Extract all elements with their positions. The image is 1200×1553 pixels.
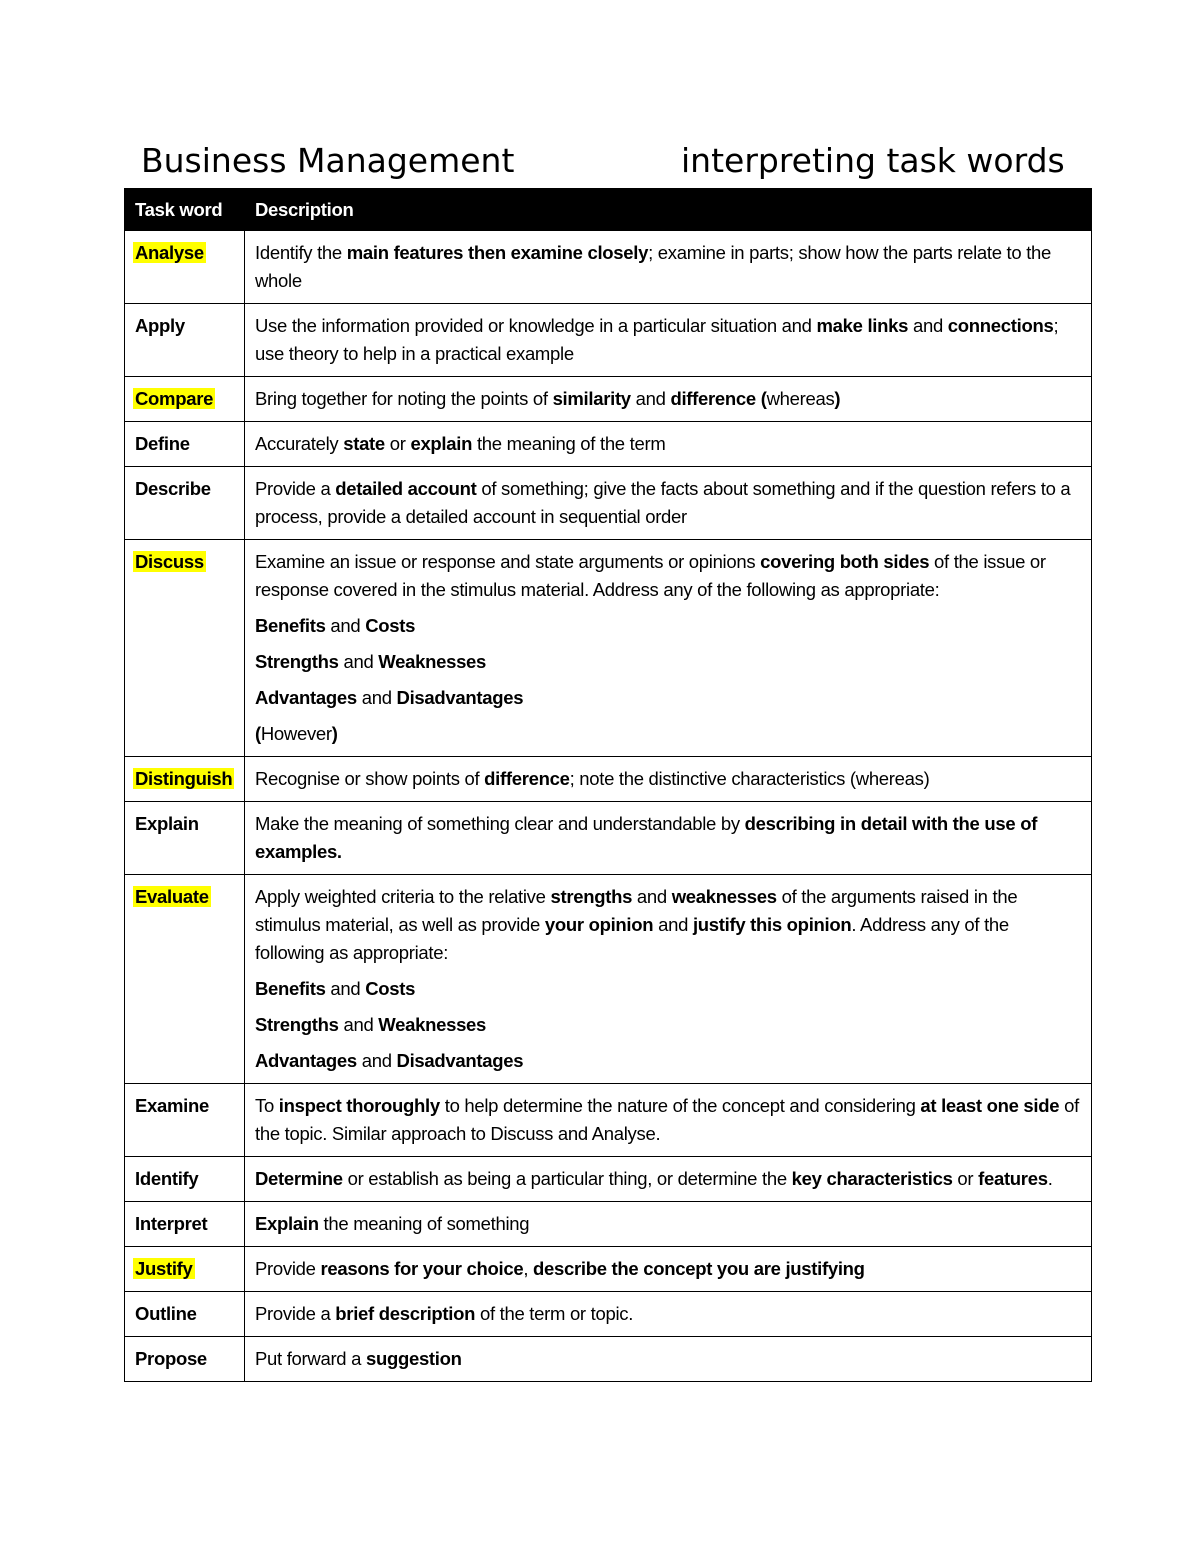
description-run: or [952, 1168, 979, 1189]
description-bold-run: Strengths [255, 1014, 339, 1035]
description-bold-run: state [343, 433, 385, 454]
task-word-cell [125, 1202, 245, 1247]
description-run: Use the information provided or knowledge in a particular situation and [255, 315, 817, 336]
description-bold-run: Benefits [255, 615, 326, 636]
description-cell [245, 1292, 1092, 1337]
description-run: Recognise or show points of [255, 768, 485, 789]
description-bold-run: explain [410, 433, 473, 454]
description-run: . Address any of the following as appropriate: [255, 914, 1009, 963]
description-bold-run: describe the concept you are justifying [533, 1258, 865, 1279]
description-run: and [632, 886, 672, 907]
description-bold-run: Disadvantages [396, 1050, 524, 1071]
task-word-cell [125, 1247, 245, 1292]
description-cell [245, 875, 1092, 1084]
description-cell [245, 540, 1092, 757]
table-row [125, 1337, 1092, 1382]
description-text [255, 1300, 1081, 1328]
description-sub-item [255, 720, 1081, 748]
description-bold-run: Strengths [255, 651, 339, 672]
description-bold-run: brief description [335, 1303, 476, 1324]
description-text [255, 1345, 1081, 1373]
task-word: Interpret [135, 1213, 208, 1234]
description-run: and [653, 914, 693, 935]
description-run: the meaning of something [318, 1213, 530, 1234]
description-bold-run: key characteristics [791, 1168, 953, 1189]
task-word: Examine [135, 1095, 209, 1116]
table-row [125, 1157, 1092, 1202]
table-row [125, 1247, 1092, 1292]
description-sub-item [255, 648, 1081, 676]
task-word: Define [135, 433, 190, 454]
table-row [125, 231, 1092, 304]
table-row [125, 875, 1092, 1084]
task-word: Distinguish [135, 768, 233, 789]
page-title: Business Management [141, 141, 515, 180]
task-word-cell [125, 1157, 245, 1202]
description-run: the meaning of the term [472, 433, 666, 454]
description-text [255, 239, 1081, 295]
column-header-task-word: Task word [125, 189, 245, 231]
description-text [255, 1210, 1081, 1238]
description-run: and [325, 978, 366, 999]
table-row [125, 1084, 1092, 1157]
description-text [255, 765, 1081, 793]
description-text [255, 1255, 1081, 1283]
description-text [255, 548, 1081, 604]
task-word: Apply [135, 315, 185, 336]
description-bold-run: ) [331, 723, 338, 744]
description-bold-run: difference [484, 768, 570, 789]
description-run: of something; give the facts about something and if the question refers to a process, provide a detailed account in sequential order [255, 478, 1071, 527]
column-header-description: Description [245, 189, 1092, 231]
description-run: Accurately [255, 433, 344, 454]
description-bold-run: suggestion [365, 1348, 462, 1369]
description-text [255, 1092, 1081, 1148]
task-word-cell [125, 231, 245, 304]
description-cell [245, 1247, 1092, 1292]
task-word-cell [125, 467, 245, 540]
description-text [255, 883, 1081, 967]
description-bold-run: at least one side [920, 1095, 1060, 1116]
description-bold-run: ) [834, 388, 841, 409]
description-run: of the issue or response covered in the stimulus material. Address any of the following as appropriate: [255, 551, 1046, 600]
description-bold-run: justify this opinion [692, 914, 852, 935]
task-words-table [124, 188, 1092, 1382]
table-row [125, 467, 1092, 540]
description-bold-run: make links [816, 315, 909, 336]
description-run: . [1047, 1168, 1053, 1189]
description-sub-item [255, 684, 1081, 712]
description-run: ; use theory to help in a practical example [255, 315, 1059, 364]
description-cell [245, 1202, 1092, 1247]
description-bold-run: Costs [365, 978, 416, 999]
description-run: , [523, 1258, 533, 1279]
description-bold-run: main features then examine closely [346, 242, 649, 263]
description-run: and [630, 388, 671, 409]
description-run: of the topic. Similar approach to Discuss and Analyse. [255, 1095, 1079, 1144]
table-row [125, 802, 1092, 875]
description-bold-run: Advantages [255, 1050, 357, 1071]
table-body [125, 231, 1092, 1382]
description-bold-run: describing in detail with the use of examples. [255, 813, 1038, 862]
description-run: ; note the distinctive characteristics (whereas) [569, 768, 930, 789]
description-bold-run: covering both sides [760, 551, 930, 572]
description-bold-run: Determine [255, 1168, 343, 1189]
table-row [125, 540, 1092, 757]
description-bold-run: similarity [552, 388, 631, 409]
task-word-cell [125, 1084, 245, 1157]
task-word-cell [125, 540, 245, 757]
description-bold-run: your opinion [544, 914, 654, 935]
description-run: Put forward a [255, 1348, 366, 1369]
description-run: whereas [766, 388, 835, 409]
task-word-cell [125, 377, 245, 422]
description-run: However [260, 723, 332, 744]
description-bold-run: Costs [365, 615, 416, 636]
description-run: or [384, 433, 411, 454]
description-bold-run: difference ( [670, 388, 767, 409]
description-run: Provide a [255, 1303, 336, 1324]
description-bold-run: strengths [550, 886, 633, 907]
description-bold-run: Advantages [255, 687, 357, 708]
description-run: Provide a [255, 478, 336, 499]
description-run: and [338, 651, 379, 672]
description-cell [245, 422, 1092, 467]
page-title-row [141, 138, 1071, 186]
description-run: Make the meaning of something clear and understandable by [255, 813, 745, 834]
description-run: and [356, 1050, 397, 1071]
table-row [125, 1292, 1092, 1337]
description-run: and [325, 615, 366, 636]
description-bold-run: inspect thoroughly [278, 1095, 440, 1116]
table-row [125, 757, 1092, 802]
description-sub-item [255, 1047, 1081, 1075]
description-cell [245, 377, 1092, 422]
description-run: To [255, 1095, 279, 1116]
task-word: Outline [135, 1303, 197, 1324]
description-bold-run: Explain [255, 1213, 319, 1234]
description-cell [245, 1084, 1092, 1157]
task-word: Justify [135, 1258, 193, 1279]
table-row [125, 304, 1092, 377]
description-text [255, 810, 1081, 866]
task-word: Identify [135, 1168, 199, 1189]
task-word: Discuss [135, 551, 204, 572]
description-run: and [356, 687, 397, 708]
table-header-row [125, 189, 1092, 231]
description-run: of the arguments raised in the stimulus material, as well as provide [255, 886, 1018, 935]
task-word-cell [125, 304, 245, 377]
description-cell [245, 304, 1092, 377]
task-word-cell [125, 875, 245, 1084]
description-bold-run: Weaknesses [378, 1014, 487, 1035]
description-bold-run: weaknesses [671, 886, 777, 907]
description-sub-item [255, 1011, 1081, 1039]
description-cell [245, 1157, 1092, 1202]
task-word: Explain [135, 813, 199, 834]
description-run: Provide [255, 1258, 321, 1279]
task-word-cell [125, 1292, 245, 1337]
description-bold-run: reasons for your choice [320, 1258, 524, 1279]
table-row [125, 422, 1092, 467]
description-text [255, 475, 1081, 531]
description-run: Examine an issue or response and state arguments or opinions [255, 551, 761, 572]
description-run: Apply weighted criteria to the relative [255, 886, 551, 907]
description-bold-run: connections [947, 315, 1054, 336]
description-cell [245, 231, 1092, 304]
task-word: Analyse [135, 242, 204, 263]
table-row [125, 1202, 1092, 1247]
description-text [255, 1165, 1081, 1193]
description-run: to help determine the nature of the concept and considering [439, 1095, 921, 1116]
description-bold-run: Disadvantages [396, 687, 524, 708]
description-text [255, 430, 1081, 458]
task-word-cell [125, 757, 245, 802]
description-run: or establish as being a particular thing, or determine the [342, 1168, 792, 1189]
description-cell [245, 467, 1092, 540]
table-row [125, 377, 1092, 422]
task-word-cell [125, 422, 245, 467]
task-word-cell [125, 802, 245, 875]
description-run: Bring together for noting the points of [255, 388, 553, 409]
description-cell [245, 802, 1092, 875]
description-sub-item [255, 975, 1081, 1003]
task-word: Compare [135, 388, 214, 409]
description-run: and [908, 315, 948, 336]
description-run: Identify the [255, 242, 347, 263]
task-word: Propose [135, 1348, 207, 1369]
description-bold-run: Benefits [255, 978, 326, 999]
task-word-cell [125, 1337, 245, 1382]
task-word: Describe [135, 478, 211, 499]
description-cell [245, 757, 1092, 802]
description-sub-item [255, 612, 1081, 640]
page-subtitle: interpreting task words [681, 141, 1065, 180]
description-bold-run: features [978, 1168, 1048, 1189]
description-bold-run: ( [255, 723, 261, 744]
description-cell [245, 1337, 1092, 1382]
description-run: of the term or topic. [475, 1303, 634, 1324]
description-text [255, 312, 1081, 368]
description-text [255, 385, 1081, 413]
description-run: and [338, 1014, 379, 1035]
description-run: ; examine in parts; show how the parts relate to the whole [255, 242, 1052, 291]
description-bold-run: Weaknesses [378, 651, 487, 672]
description-bold-run: detailed account [335, 478, 477, 499]
task-word: Evaluate [135, 886, 209, 907]
